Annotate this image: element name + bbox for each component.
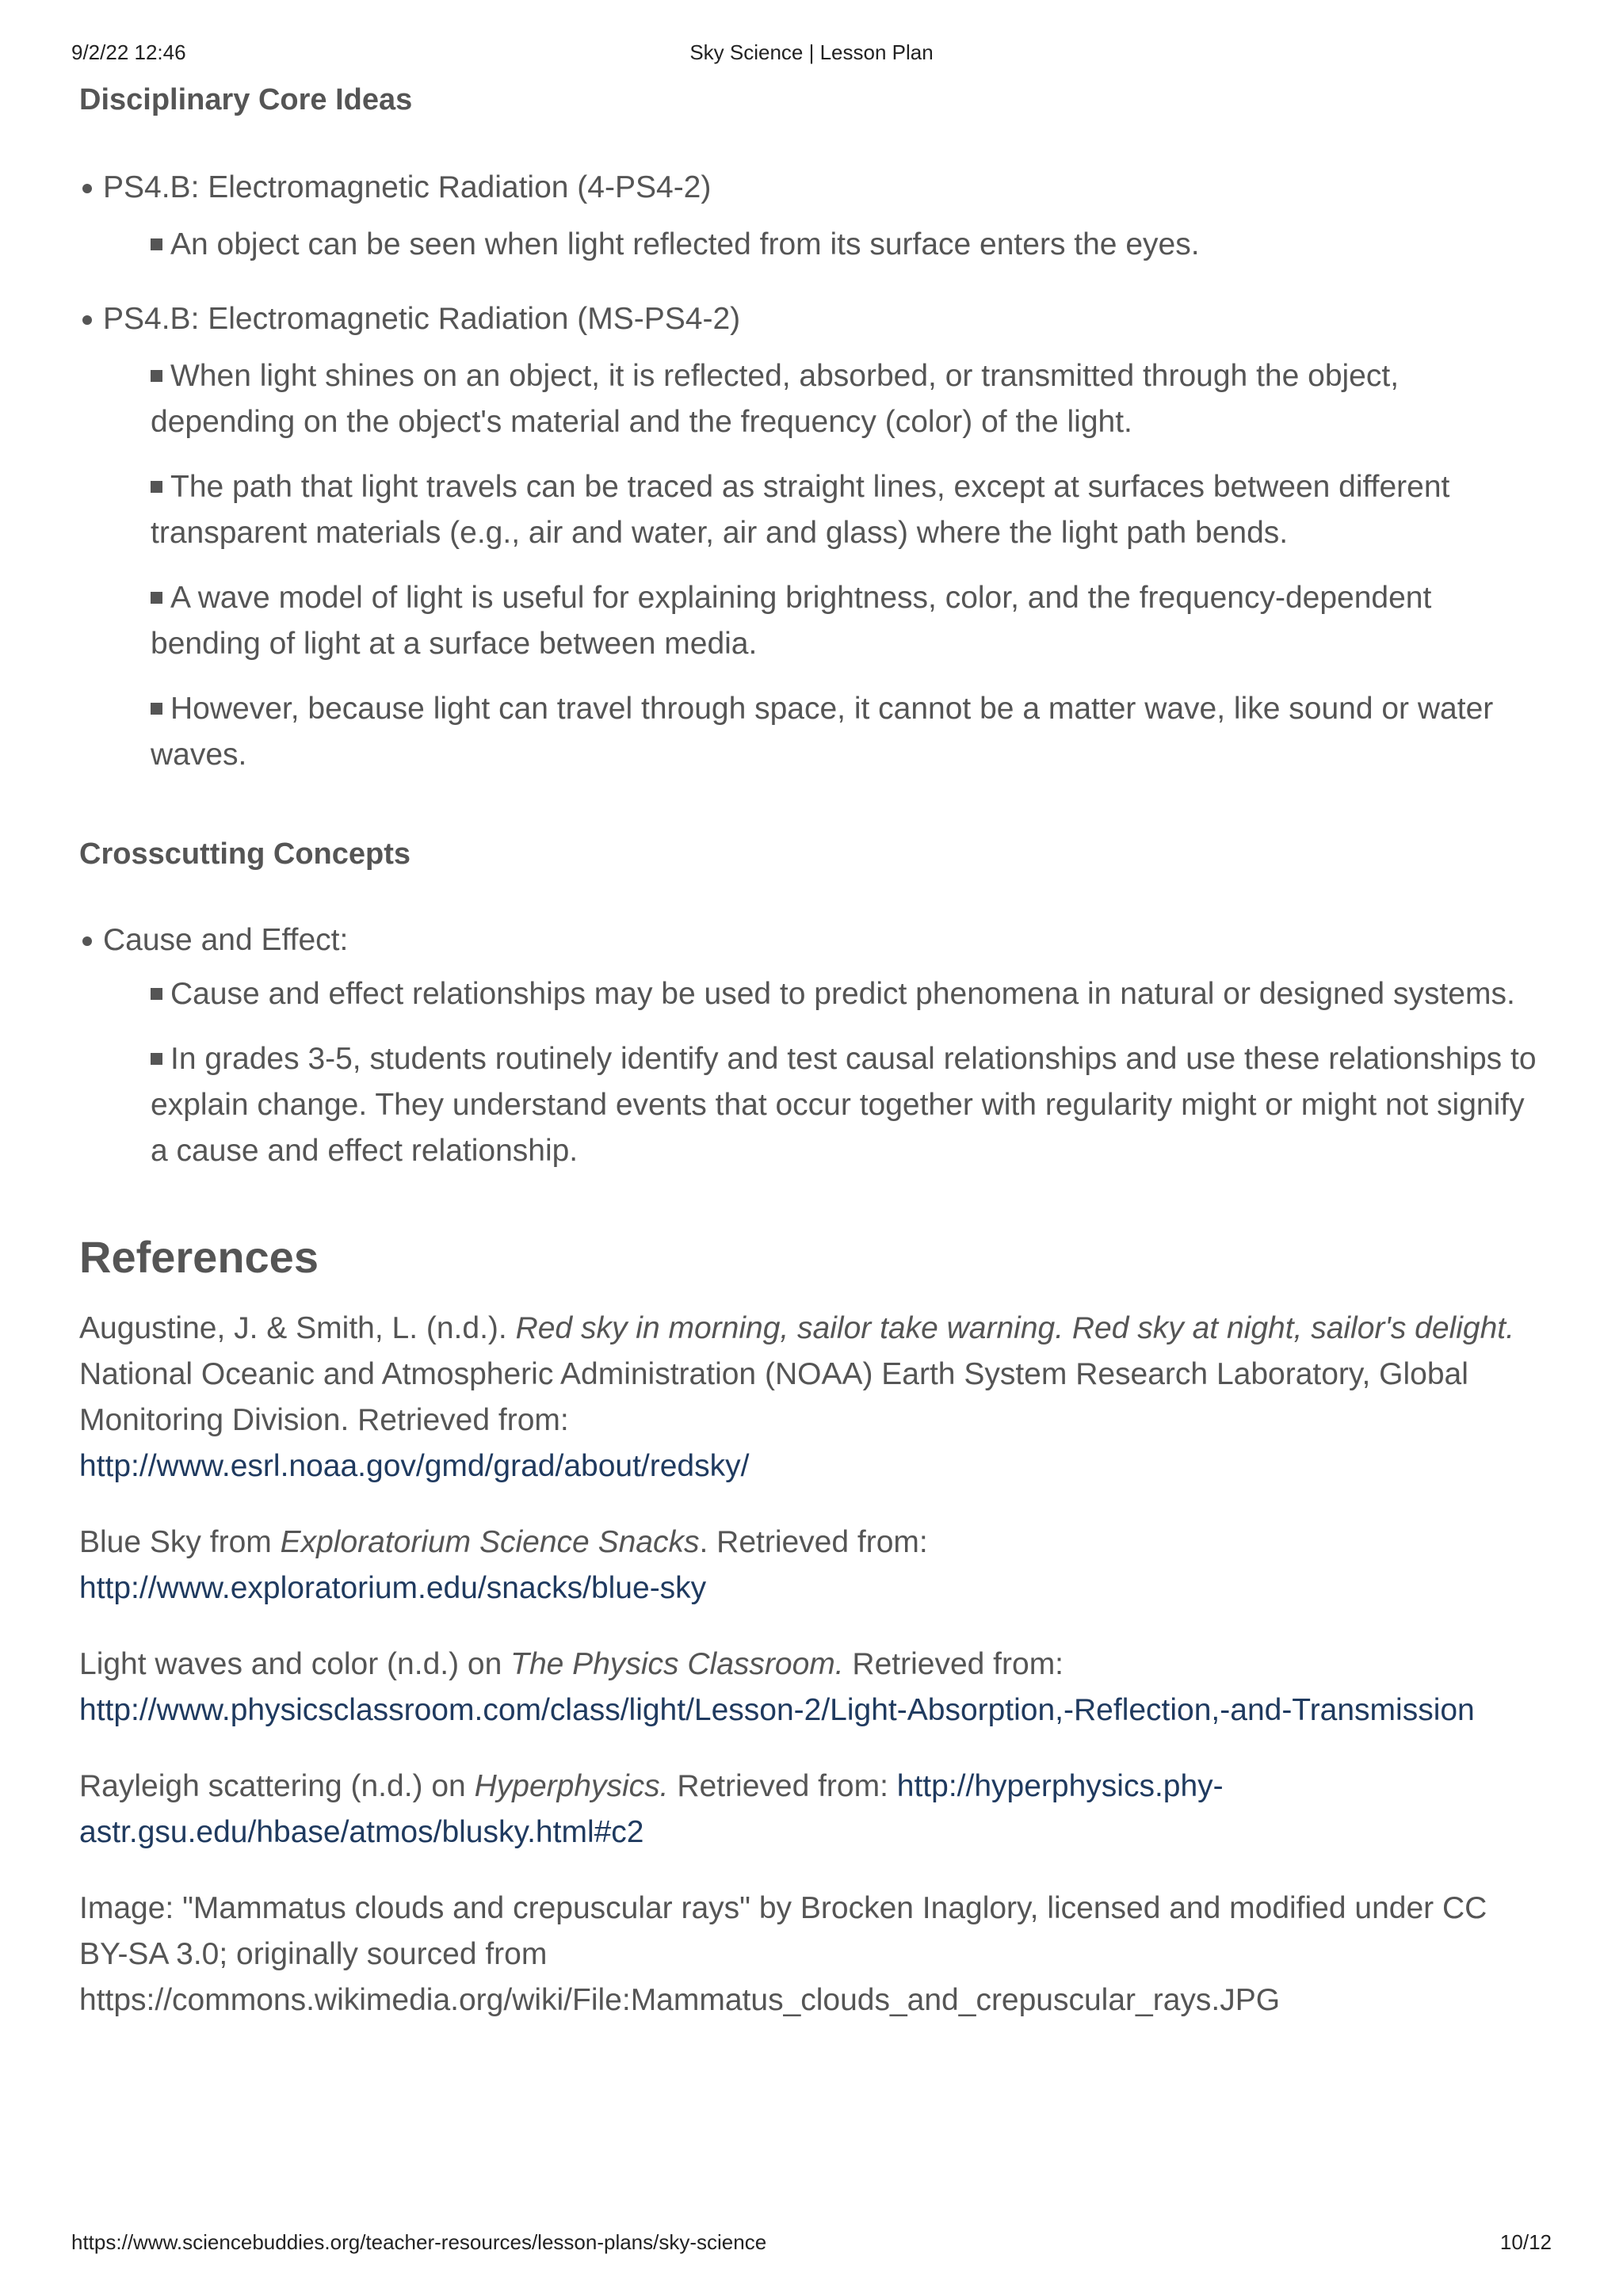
bullet-dot-icon [82,936,92,946]
reference-2-link[interactable]: http://www.exploratorium.edu/snacks/blue-sky [79,1571,707,1605]
dci-item-1 [79,165,1544,211]
ccc-item-1-sub-2: In grades 3-5, students routinely identify and test causal relationships and use these relationships to explain change. They understand events that occur together with regularity might or might not signify a cause and effect relationship. [151,1042,1537,1168]
page-content [79,79,1544,2023]
bullet-square-icon [151,592,162,604]
dci-item-2-sub-2: The path that light travels can be traced as straight lines, except at surfaces between different transparent materials (e.g., air and water, air and glass) where the light path bends. [151,470,1450,550]
dci-item-2-label: PS4.B: Electromagnetic Radiation (MS-PS4-2) [103,302,741,336]
print-page-title: Sky Science | Lesson Plan [689,40,934,64]
reference-1-title: Red sky in morning, sailor take warning. Red sky at night, sailor's delight. [515,1311,1514,1345]
reference-2-source: Exploratorium Science Snacks [280,1525,700,1559]
ccc-item-1-label: Cause and Effect: [103,923,349,957]
reference-3-source: The Physics Classroom. [510,1647,844,1681]
print-page-number: 10/12 [1499,2230,1552,2254]
print-url: https://www.sciencebuddies.org/teacher-resources/lesson-plans/sky-science [71,2230,767,2254]
print-datetime: 9/2/22 12:46 [71,40,186,64]
ccc-heading: Crosscutting Concepts [79,837,411,871]
dci-item-2-sub-3: A wave model of light is useful for explaining brightness, color, and the frequency-dependent bending of light at a surface between media. [151,581,1432,661]
reference-4-source: Hyperphysics. [474,1769,669,1803]
print-footer [71,2228,1552,2256]
references-heading: References [79,1232,319,1282]
reference-2: Blue Sky from Exploratorium Science Snacks. Retrieved from: http://www.exploratorium.edu/snacks/blue-sky [79,1525,928,1605]
ccc-item-1 [79,917,1544,963]
reference-3: Light waves and color (n.d.) on The Physics Classroom. Retrieved from: http://www.physicsclassroom.com/class/light/Lesson-2/Light-Absorption,-Reflection,-and-Transmission [79,1647,1475,1727]
reference-3-link[interactable]: http://www.physicsclassroom.com/class/light/Lesson-2/Light-Absorption,-Reflection,-and-Transmission [79,1693,1475,1727]
bullet-square-icon [151,238,162,250]
bullet-square-icon [151,988,162,1000]
ccc-item-1-sub-1: Cause and effect relationships may be used to predict phenomena in natural or designed systems. [151,971,1544,1017]
dci-item-2-sub-4: However, because light can travel through space, it cannot be a matter wave, like sound or water waves. [151,692,1494,772]
reference-1: Augustine, J. & Smith, L. (n.d.). Red sky in morning, sailor take warning. Red sky at night, sailor's delight. National Oceanic and Atmospheric Administration (NOAA) Earth System Research Laboratory, Global Monitoring Division. Retrieved from: http://www.esrl.noaa.gov/gmd/grad/about/redsky/ [79,1311,1514,1483]
bullet-square-icon [151,1053,162,1065]
dci-item-1-label: PS4.B: Electromagnetic Radiation (4-PS4-2) [103,170,712,204]
bullet-square-icon [151,370,162,382]
reference-1-link[interactable]: http://www.esrl.noaa.gov/gmd/grad/about/redsky/ [79,1449,750,1483]
bullet-square-icon [151,481,162,493]
bullet-dot-icon [82,184,92,193]
reference-4-link[interactable]: http://hyperphysics.phy-astr.gsu.edu/hbase/atmos/blusky.html#c2 [79,1769,1224,1849]
dci-heading: Disciplinary Core Ideas [79,83,413,116]
reference-5: Image: "Mammatus clouds and crepuscular rays" by Brocken Inaglory, licensed and modified under CC BY-SA 3.0; originally sourced from https://commons.wikimedia.org/wiki/File:Mammatus_clouds_and_crepuscular_rays.JPG [79,1891,1487,2017]
dci-item-2-sub-1: When light shines on an object, it is reflected, absorbed, or transmitted through the object, depending on the object's material and the frequency (color) of the light. [151,359,1400,439]
bullet-dot-icon [82,315,92,325]
print-header [71,38,1552,67]
dci-item-1-sub-1: An object can be seen when light reflected from its surface enters the eyes. [151,222,1544,268]
bullet-square-icon [151,703,162,715]
dci-item-2 [79,296,1544,342]
reference-4: Rayleigh scattering (n.d.) on Hyperphysics. Retrieved from: http://hyperphysics.phy-astr.gsu.edu/hbase/atmos/blusky.html#c2 [79,1769,1224,1849]
